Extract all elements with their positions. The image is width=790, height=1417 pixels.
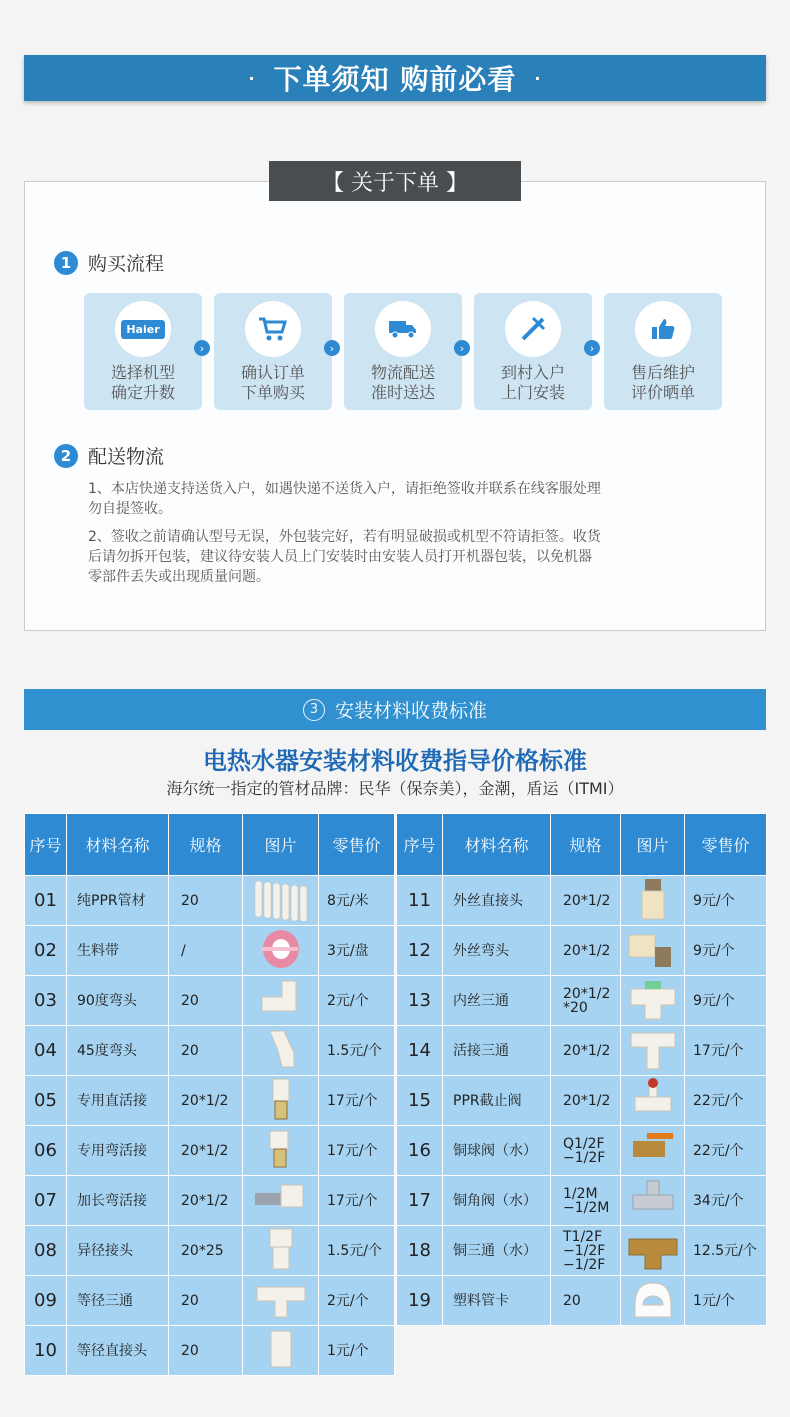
materials-table-left [24, 813, 395, 1376]
shopping-cart-icon [245, 301, 301, 357]
item-image-male-elbow [621, 926, 685, 976]
item-price: 34元/个 [685, 1176, 767, 1226]
item-price: 17元/个 [685, 1026, 767, 1076]
item-spec: 20*1/2 [551, 876, 621, 926]
materials-table-right [396, 813, 767, 1326]
table-row [397, 1076, 767, 1126]
step-delivery [344, 293, 462, 410]
step-installation [474, 293, 592, 410]
table-row [25, 1326, 395, 1376]
item-spec: 20*1/2 [551, 926, 621, 976]
item-price: 2元/个 [319, 976, 395, 1026]
item-spec: 20*1/2 [551, 1076, 621, 1126]
section-title: 安装材料收费标准 [334, 700, 487, 722]
item-number: 16 [397, 1126, 443, 1176]
item-image-male-coupling [621, 876, 685, 926]
item-spec: 20*1/2 [551, 1026, 621, 1076]
item-price: 1.5元/个 [319, 1226, 395, 1276]
item-name: 生料带 [67, 926, 169, 976]
item-spec: 20 [169, 1326, 243, 1376]
table-row [25, 976, 395, 1026]
chevron-right-icon: › [454, 340, 470, 356]
item-name: 纯PPR管材 [67, 876, 169, 926]
item-number: 11 [397, 876, 443, 926]
item-image-reducer [243, 1226, 319, 1276]
header-no: 序号 [25, 814, 67, 876]
chevron-right-icon: › [194, 340, 210, 356]
item-spec: 20 [169, 1276, 243, 1326]
header-spec: 规格 [551, 814, 621, 876]
header-name: 材料名称 [67, 814, 169, 876]
section-number-badge: 2 [54, 444, 78, 468]
item-number: 17 [397, 1176, 443, 1226]
item-name: 铜角阀（水） [443, 1176, 551, 1226]
table-row [25, 876, 395, 926]
tools-icon [505, 301, 561, 357]
item-image-straight-union [243, 1076, 319, 1126]
item-image-ppr-pipes [243, 876, 319, 926]
item-name: 异径接头 [67, 1226, 169, 1276]
item-price: 8元/米 [319, 876, 395, 926]
haier-logo-icon: Haier [115, 301, 171, 357]
item-name: 内丝三通 [443, 976, 551, 1026]
step-after-sales [604, 293, 722, 410]
table-row [25, 1126, 395, 1176]
about-order-tab: 【 关于下单 】 [269, 161, 521, 201]
table-row [397, 1226, 767, 1276]
item-image-angle-valve [621, 1176, 685, 1226]
item-price: 9元/个 [685, 876, 767, 926]
item-spec: 20 [551, 1276, 621, 1326]
step-label: 确认订单 下单购买 [240, 363, 305, 402]
thumbs-up-icon [635, 301, 691, 357]
step-select-model [84, 293, 202, 410]
banner-title: 下单须知 购前必看 [273, 63, 517, 96]
delivery-heading [54, 442, 164, 469]
item-image-bent-union [243, 1126, 319, 1176]
materials-section-bar [24, 689, 766, 730]
item-number: 05 [25, 1076, 67, 1126]
table-row [397, 1276, 767, 1326]
item-price: 3元/盘 [319, 926, 395, 976]
item-name: 外丝直接头 [443, 876, 551, 926]
table-header-row [25, 814, 395, 876]
table-header-row [397, 814, 767, 876]
item-spec: 1/2M −1/2M [551, 1176, 621, 1226]
section-number-badge: 3 [303, 699, 325, 721]
step-label: 物流配送 准时送达 [370, 363, 435, 402]
item-number: 13 [397, 976, 443, 1026]
item-image-stop-valve [621, 1076, 685, 1126]
item-name: 45度弯头 [67, 1026, 169, 1076]
item-number: 18 [397, 1226, 443, 1276]
item-name: 专用弯活接 [67, 1126, 169, 1176]
item-spec: 20*1/2 [169, 1176, 243, 1226]
table-row [397, 876, 767, 926]
item-name: 活接三通 [443, 1026, 551, 1076]
step-label: 到村入户 上门安装 [500, 363, 565, 402]
item-spec: 20 [169, 876, 243, 926]
item-image-brass-tee [621, 1226, 685, 1276]
table-row [397, 926, 767, 976]
item-spec: 20 [169, 976, 243, 1026]
item-image-tape-roll [243, 926, 319, 976]
item-image-ball-valve [621, 1126, 685, 1176]
item-image-female-tee [621, 976, 685, 1026]
item-spec: Q1/2F −1/2F [551, 1126, 621, 1176]
table-row [397, 1026, 767, 1076]
item-spec: 20 [169, 1026, 243, 1076]
table-row [25, 1276, 395, 1326]
section-number-badge: 1 [54, 251, 78, 275]
item-price: 17元/个 [319, 1076, 395, 1126]
item-number: 02 [25, 926, 67, 976]
item-price: 9元/个 [685, 976, 767, 1026]
delivery-truck-icon [375, 301, 431, 357]
item-image-union-tee [621, 1026, 685, 1076]
table-row [397, 976, 767, 1026]
item-number: 01 [25, 876, 67, 926]
item-image-elbow-45 [243, 1026, 319, 1076]
item-number: 14 [397, 1026, 443, 1076]
item-number: 09 [25, 1276, 67, 1326]
header-image: 图片 [621, 814, 685, 876]
item-price: 1元/个 [319, 1326, 395, 1376]
banner-dot-right: · [534, 68, 542, 88]
item-spec: 20*1/2 [169, 1076, 243, 1126]
item-image-tee [243, 1276, 319, 1326]
item-price: 1.5元/个 [319, 1026, 395, 1076]
item-number: 06 [25, 1126, 67, 1176]
table-row [25, 1176, 395, 1226]
table-row [25, 1076, 395, 1126]
delivery-note-1: 1、本店快递支持送货入户，如遇快递不送货入户，请拒绝签收并联系在线客服处理 勿自提签收。 [88, 481, 601, 517]
item-number: 03 [25, 976, 67, 1026]
item-name: 等径三通 [67, 1276, 169, 1326]
price-table-title: 电热水器安装材料收费指导价格标准 [203, 747, 587, 775]
section-title: 购买流程 [88, 253, 165, 275]
table-row [397, 1176, 767, 1226]
header-no: 序号 [397, 814, 443, 876]
header-price: 零售价 [319, 814, 395, 876]
table-row [25, 1226, 395, 1276]
header-price: 零售价 [685, 814, 767, 876]
item-image-long-bent-union [243, 1176, 319, 1226]
table-row [25, 1026, 395, 1076]
item-spec: / [169, 926, 243, 976]
item-name: 加长弯活接 [67, 1176, 169, 1226]
item-spec: 20*1/2 [169, 1126, 243, 1176]
item-number: 12 [397, 926, 443, 976]
chevron-right-icon: › [584, 340, 600, 356]
item-price: 12.5元/个 [685, 1226, 767, 1276]
price-table-subtitle: 海尔统一指定的管材品牌：民华（保奈美），金潮，盾运（ITMI） [166, 779, 624, 798]
item-number: 08 [25, 1226, 67, 1276]
purchase-flow-heading [54, 249, 164, 276]
step-confirm-order [214, 293, 332, 410]
purchase-steps [84, 293, 724, 411]
chevron-right-icon: › [324, 340, 340, 356]
section-title: 配送物流 [88, 446, 165, 468]
banner-dot-left: · [248, 68, 256, 88]
item-name: PPR截止阀 [443, 1076, 551, 1126]
item-price: 1元/个 [685, 1276, 767, 1326]
item-number: 07 [25, 1176, 67, 1226]
item-price: 17元/个 [319, 1126, 395, 1176]
item-number: 19 [397, 1276, 443, 1326]
item-name: 外丝弯头 [443, 926, 551, 976]
item-spec: 20*1/2 *20 [551, 976, 621, 1026]
top-banner [24, 55, 766, 101]
item-price: 2元/个 [319, 1276, 395, 1326]
table-row [397, 1126, 767, 1176]
step-label: 售后维护 评价晒单 [630, 363, 695, 402]
step-label: 选择机型 确定升数 [110, 363, 175, 402]
header-name: 材料名称 [443, 814, 551, 876]
item-name: 塑料管卡 [443, 1276, 551, 1326]
item-image-coupling [243, 1326, 319, 1376]
item-name: 等径直接头 [67, 1326, 169, 1376]
item-price: 22元/个 [685, 1076, 767, 1126]
item-number: 10 [25, 1326, 67, 1376]
item-image-elbow-90 [243, 976, 319, 1026]
item-name: 铜三通（水） [443, 1226, 551, 1276]
item-number: 15 [397, 1076, 443, 1126]
item-name: 铜球阀（水） [443, 1126, 551, 1176]
item-number: 04 [25, 1026, 67, 1076]
item-price: 22元/个 [685, 1126, 767, 1176]
item-spec: T1/2F −1/2F −1/2F [551, 1226, 621, 1276]
item-spec: 20*25 [169, 1226, 243, 1276]
item-image-pipe-clip [621, 1276, 685, 1326]
item-name: 90度弯头 [67, 976, 169, 1026]
item-price: 9元/个 [685, 926, 767, 976]
header-spec: 规格 [169, 814, 243, 876]
delivery-note-2: 2、签收之前请确认型号无误，外包装完好，若有明显破损或机型不符请拒签。收货 后请勿拆开包装，建议待安装人员上门安装时由安装人员打开机器包装，以免机器 零部件丢失或出现质量问题。 [88, 529, 601, 585]
item-name: 专用直活接 [67, 1076, 169, 1126]
table-row [25, 926, 395, 976]
header-image: 图片 [243, 814, 319, 876]
item-price: 17元/个 [319, 1176, 395, 1226]
